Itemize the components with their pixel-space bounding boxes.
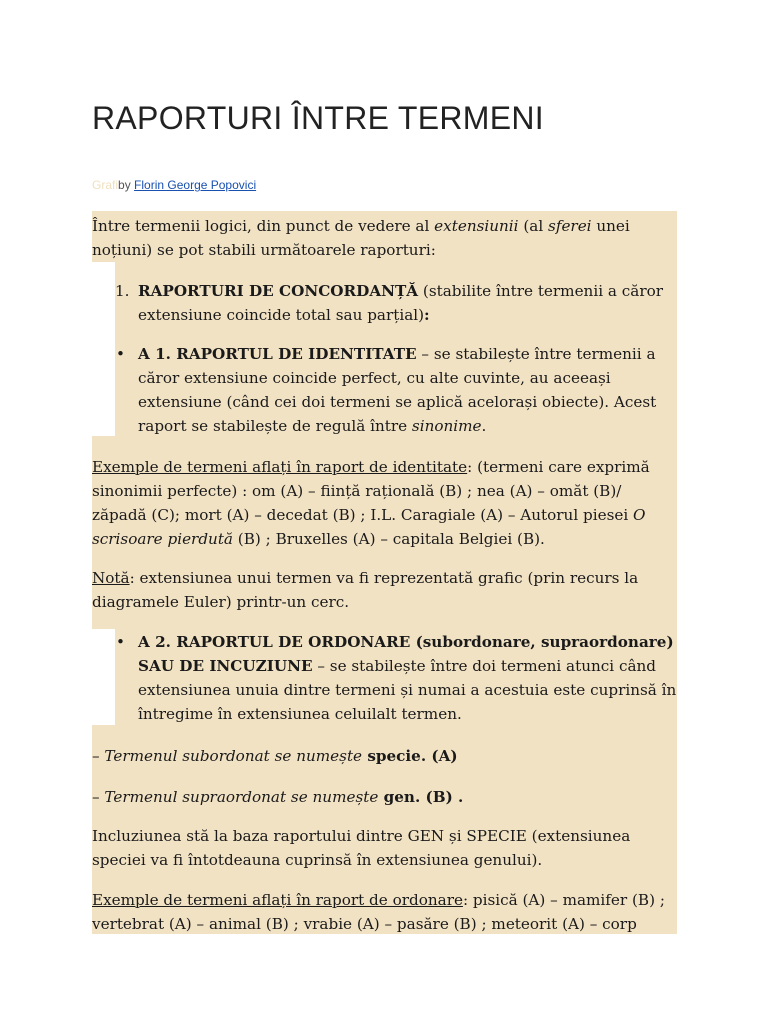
examples-ordonare-paragraph	[92, 888, 676, 936]
ghost-label: Grafi	[92, 178, 119, 192]
list-number-1: 1.	[115, 282, 130, 300]
examples-ordonare-text: : pisică (A) – mamifer (B) ; vertebrat (A) – animal (B) ; vrabie (A) – pasăre (B) ; meteorit (A) – corp	[92, 891, 665, 933]
nota-paragraph	[92, 566, 676, 614]
specie-paragraph	[92, 744, 676, 768]
incluziune-paragraph: Incluziunea stă la baza raportului dintre GEN și SPECIE (extensiunea speciei va fi întotdeauna cuprinsă în extensiunea genului).	[92, 827, 631, 869]
bullet-marker-1: •	[116, 345, 125, 363]
gen-bold: gen. (B) .	[378, 788, 464, 806]
item-end: :	[424, 306, 430, 324]
list-indent-gap-2	[92, 629, 115, 725]
by-label: by	[118, 178, 131, 192]
list-item-concordanta	[138, 279, 678, 327]
examples-ordonare-underline: Exemple de termeni aflați în raport de ordonare	[92, 891, 463, 909]
page-title: RAPORTURI ÎNTRE TERMENI	[92, 100, 544, 136]
byline	[92, 178, 256, 192]
intro-paragraph	[92, 214, 676, 262]
intro-text-2: (al	[518, 217, 549, 235]
examples-end: (B) ; Bruxelles (A) – capitala Belgiei (B).	[232, 530, 545, 548]
bullet-text: – se stabilește între termenii a căror extensiune coincide perfect, cu alte cuvinte, au aceeași extensiune (când cei doi termeni se aplică acelorași obiecte). Acest raport se stabilește de regulă între	[138, 345, 657, 435]
examples-emphasis: O scrisoare pierdută	[92, 506, 646, 548]
bullet-heading: A 1. RAPORTUL DE IDENTITATE	[138, 345, 417, 363]
item-heading: RAPORTURI DE CONCORDANȚĂ	[138, 282, 419, 300]
intro-emphasis-extensiunii: extensiunii	[434, 217, 519, 235]
bullet-text-2: – se stabilește între doi termeni atunci când extensiunea unuia dintre termeni și numai a acestuia este cuprinsă în întregime în extensiunea celuilalt termen.	[138, 657, 677, 723]
author-link[interactable]: Florin George Popovici	[134, 178, 257, 192]
nota-text: : extensiunea unui termen va fi reprezentată grafic (prin recurs la diagramele Euler) printr-un cerc.	[92, 569, 639, 611]
gen-dash: –	[92, 788, 105, 806]
gen-paragraph	[92, 785, 676, 809]
intro-text-3: unei noțiuni) se pot stabili următoarele raporturi:	[92, 217, 630, 259]
bullet-end: .	[481, 417, 487, 435]
examples-identitate-paragraph	[92, 455, 676, 551]
examples-text: : (termeni care exprimă sinonimii perfecte) : om (A) – ființă rațională (B) ; nea (A) – omăt (B)/ zăpadă (C); mort (A) – decedat (B) ; I.L. Caragiale (A) – Autorul piesei	[92, 458, 650, 524]
nota-underline: Notă	[92, 569, 130, 587]
examples-underline: Exemple de termeni aflați în raport de identitate	[92, 458, 468, 476]
list-item-ordonare	[138, 630, 678, 726]
intro-emphasis-sferei: sferei	[548, 217, 592, 235]
bullet-emphasis: sinonime	[411, 417, 482, 435]
bullet-marker-2: •	[116, 633, 125, 651]
list-indent-gap-1	[92, 262, 115, 436]
gen-emphasis: Termenul supraordonat se numește	[104, 788, 379, 806]
bullet-heading-2: A 2. RAPORTUL DE ORDONARE (subordonare, supraordonare) SAU DE INCUZIUNE	[138, 633, 674, 675]
specie-emphasis: Termenul subordonat se numește	[104, 747, 363, 765]
intro-text: Între termenii logici, din punct de vedere al	[92, 217, 435, 235]
list-item-identitate	[138, 342, 678, 438]
item-text: (stabilite între termenii a căror extensiune coincide total sau parțial)	[138, 282, 663, 324]
specie-bold: specie. (A)	[362, 747, 458, 765]
specie-dash: –	[92, 747, 105, 765]
